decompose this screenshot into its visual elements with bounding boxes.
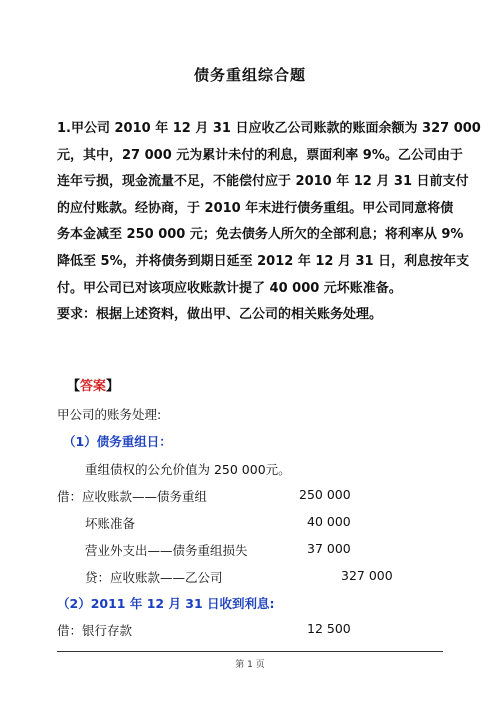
entry-debit-amount: 250 000 bbox=[299, 487, 351, 502]
answer-bracket-close: 】 bbox=[106, 379, 120, 394]
footer-divider bbox=[57, 651, 443, 652]
question-line: 的应付账款。经协商，于 2010 年末进行债务重组。甲公司同意将债 bbox=[57, 200, 454, 216]
question-line: 务本金减至 250 000 元；免去债务人所欠的全部利息；将利率从 9% bbox=[57, 227, 464, 243]
page-title: 债务重组综合题 bbox=[193, 66, 306, 84]
question-line: 连年亏损，现金流量不足，不能偿付应于 2010 年 12 月 31 日前支付 bbox=[57, 174, 469, 190]
answer-label: 答案 bbox=[80, 379, 107, 394]
question-line: 1.甲公司 2010 年 12 月 31 日应收乙公司账款的账面余额为 327 000 bbox=[57, 121, 481, 136]
entry-account: 坏账准备 bbox=[85, 516, 136, 531]
question-line: 付。甲公司已对该项应收账款计提了 40 000 元坏账准备。 bbox=[57, 280, 402, 296]
entry-account: 借：银行存款 bbox=[57, 623, 133, 638]
fair-value-note: 重组债权的公允价值为 250 000元。 bbox=[85, 462, 291, 477]
entry-account: 贷：应收账款——乙公司 bbox=[85, 570, 223, 585]
entry-debit-amount: 40 000 bbox=[307, 514, 351, 529]
question-paragraph bbox=[57, 116, 481, 329]
question-line: 降低至 5%，并将债务到期日延至 2012 年 12 月 31 日，利息按年支 bbox=[57, 253, 470, 269]
page-number: 第 1 页 bbox=[235, 660, 265, 670]
answer-intro: 甲公司的账务处理: bbox=[57, 407, 162, 422]
entry-account: 营业外支出——债务重组损失 bbox=[85, 543, 248, 558]
question-line: 元，其中，27 000 元为累计未付的利息，票面利率 9%。乙公司由于 bbox=[57, 147, 463, 163]
entry-debit-amount: 37 000 bbox=[307, 541, 351, 556]
entry-account: 借：应收账款——债务重组 bbox=[57, 489, 208, 504]
requirement-line: 要求：根据上述资料，做出甲、乙公司的相关账务处理。 bbox=[57, 307, 383, 323]
step-2-heading: （2）2011 年 12 月 31 日收到利息: bbox=[57, 596, 275, 611]
step-1-heading: （1）债务重组日： bbox=[63, 434, 172, 449]
answer-heading bbox=[67, 375, 119, 394]
entry-debit-amount: 12 500 bbox=[307, 621, 351, 636]
entry-credit-amount: 327 000 bbox=[341, 568, 393, 583]
answer-bracket-open: 【 bbox=[67, 379, 81, 394]
